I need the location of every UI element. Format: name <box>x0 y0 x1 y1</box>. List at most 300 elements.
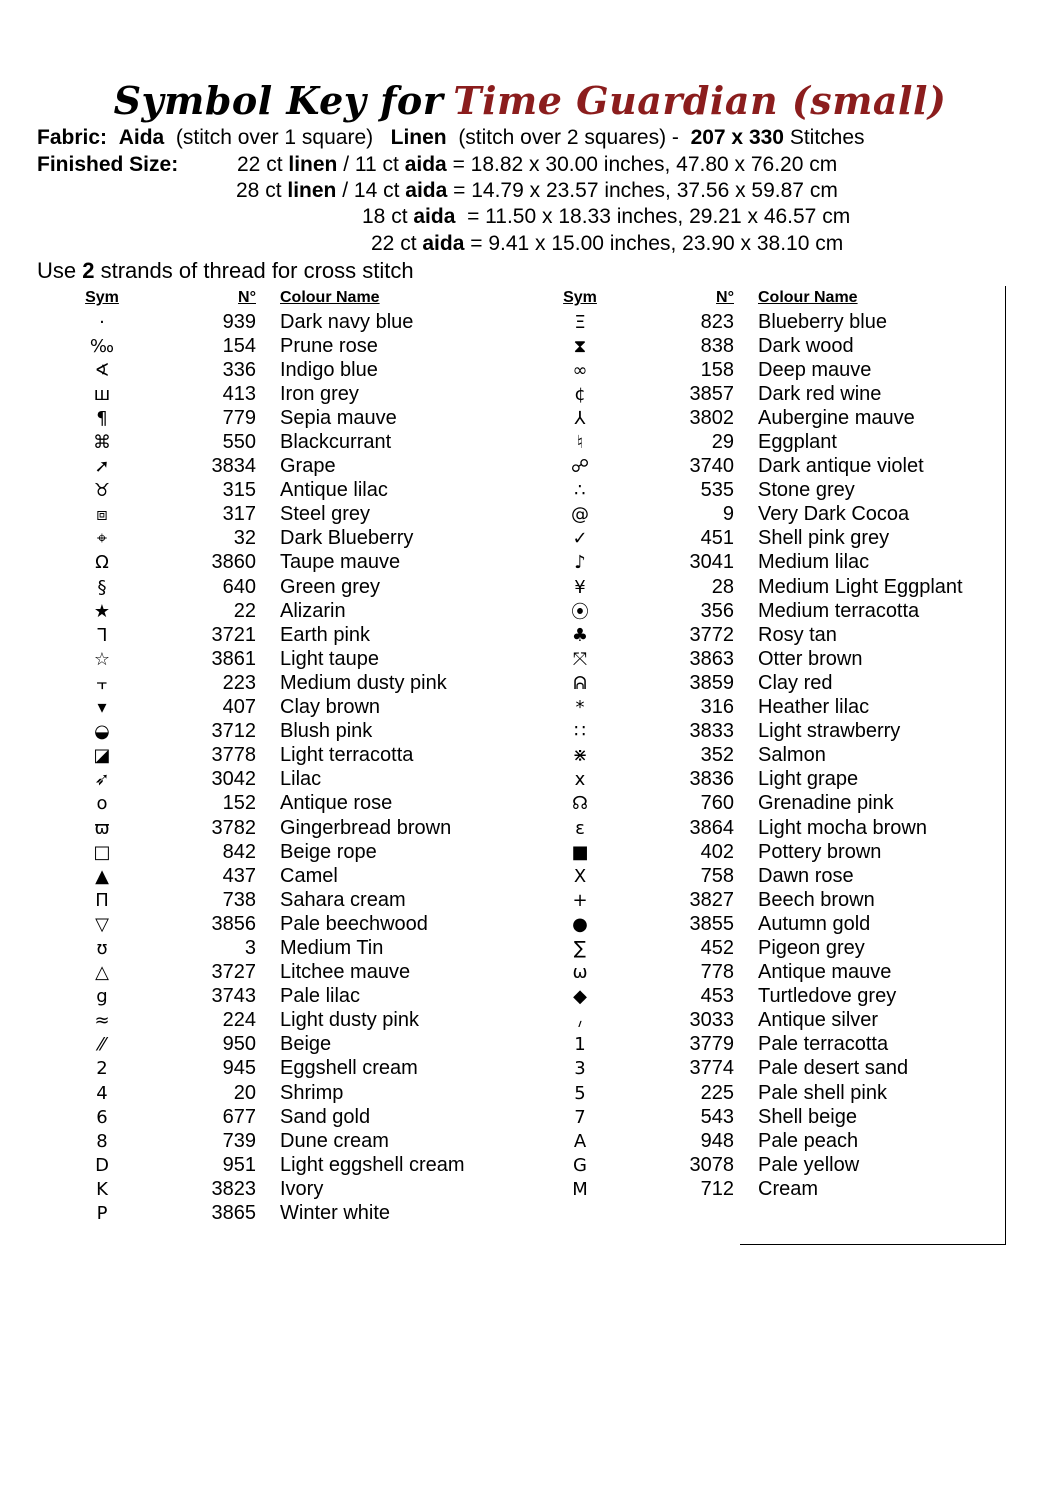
table-row <box>538 671 963 695</box>
number-cell: 451 <box>700 527 734 550</box>
table-row <box>60 479 465 503</box>
table-row <box>538 936 963 960</box>
colour-name-cell: Gingerbread brown <box>280 816 452 839</box>
number-cell: 778 <box>700 961 734 984</box>
symbol-cell: G <box>573 1154 587 1176</box>
table-row <box>538 430 963 454</box>
colour-name-cell: Green grey <box>280 575 381 598</box>
colour-name-cell: Dark navy blue <box>280 310 414 333</box>
colour-name-cell: Dark Blueberry <box>280 527 414 550</box>
symbol-cell: ⫟ <box>96 672 108 694</box>
colour-name-cell: Alizarin <box>280 599 346 622</box>
table-row <box>60 406 465 430</box>
finished-size-label: Finished Size: <box>37 153 179 176</box>
title-pattern-name: Time Guardian (small) <box>453 78 947 123</box>
number-cell: 336 <box>222 358 256 381</box>
number-cell: 223 <box>222 671 256 694</box>
number-cell: 317 <box>222 503 256 526</box>
number-cell: 3823 <box>211 1177 256 1200</box>
table-row <box>538 310 963 334</box>
number-cell: 945 <box>222 1057 256 1080</box>
colour-name-cell: Taupe mauve <box>280 551 401 574</box>
symbol-cell: K <box>96 1178 108 1200</box>
colour-name-cell: Dune cream <box>280 1129 389 1152</box>
colour-name-cell: Light eggshell cream <box>280 1153 465 1176</box>
colour-name-cell: Shrimp <box>280 1081 344 1104</box>
symbol-cell: 4 <box>96 1082 108 1104</box>
fabric-line <box>37 125 865 151</box>
colour-name-cell: Litchee mauve <box>280 961 411 984</box>
colour-name-cell: Blackcurrant <box>280 431 392 454</box>
table-row <box>538 744 963 768</box>
table-row <box>60 1057 465 1081</box>
table-row <box>538 455 963 479</box>
number-cell: 3042 <box>211 768 256 791</box>
table-row <box>60 816 465 840</box>
number-cell: 316 <box>700 696 734 719</box>
symbol-cell: ⧗ <box>573 335 587 357</box>
colour-name-cell: Antique rose <box>280 792 393 815</box>
colour-name-cell: Grenadine pink <box>758 792 894 815</box>
number-cell: 9 <box>722 503 734 526</box>
number-cell: 28 <box>711 575 734 598</box>
colour-name-cell: Lilac <box>280 768 322 791</box>
number-cell: 3833 <box>689 720 734 743</box>
symbol-cell: ¶ <box>96 407 108 429</box>
colour-name-cell: Dark antique violet <box>758 455 924 478</box>
table-row <box>538 1033 963 1057</box>
number-cell: 823 <box>700 310 734 333</box>
symbol-cell: ◪ <box>93 745 111 767</box>
table-row <box>60 671 465 695</box>
table-row <box>60 1033 465 1057</box>
symbol-cell: ω <box>572 962 588 984</box>
linen-note: (stitch over 2 squares) - <box>458 126 679 149</box>
number-cell: 407 <box>222 696 256 719</box>
table-header <box>538 286 963 310</box>
symbol-cell: 6 <box>96 1106 108 1128</box>
colour-name-cell: Shell pink grey <box>758 527 890 550</box>
symbol-cell: g <box>96 986 108 1008</box>
page-title <box>0 78 1060 123</box>
table-row <box>538 1057 963 1081</box>
colour-name-cell: Pottery brown <box>758 840 882 863</box>
table-row <box>538 527 963 551</box>
header-colour-name: Colour Name <box>758 289 858 306</box>
table-row <box>60 334 465 358</box>
number-cell: 3802 <box>689 406 734 429</box>
number-cell: 640 <box>222 575 256 598</box>
symbol-cell: 7 <box>574 1106 586 1128</box>
table-row <box>538 720 963 744</box>
number-cell: 3 <box>244 936 256 959</box>
table-row <box>538 479 963 503</box>
symbol-cell: ⦿ <box>571 602 589 624</box>
table-row <box>60 696 465 720</box>
colour-name-cell: Light strawberry <box>758 720 901 743</box>
number-cell: 3864 <box>689 816 734 839</box>
colour-name-cell: Autumn gold <box>758 912 871 935</box>
number-cell: 224 <box>222 1009 256 1032</box>
symbol-cell: A <box>573 1130 587 1152</box>
table-row <box>60 575 465 599</box>
symbol-cell: ☊ <box>572 793 588 815</box>
number-cell: 842 <box>222 840 256 863</box>
symbol-cell: D <box>95 1154 109 1176</box>
number-cell: 413 <box>222 382 256 405</box>
symbol-table-right <box>538 286 963 1201</box>
colour-name-cell: Blush pink <box>280 720 373 743</box>
symbol-cell: ш <box>93 383 111 405</box>
number-cell: 3863 <box>689 647 734 670</box>
number-cell: 356 <box>700 599 734 622</box>
symbol-cell: ∑ <box>573 937 587 959</box>
table-row <box>538 961 963 985</box>
number-cell: 437 <box>222 864 256 887</box>
number-cell: 3743 <box>211 985 256 1008</box>
table-row <box>60 382 465 406</box>
table-row <box>538 768 963 792</box>
colour-name-cell: Light grape <box>758 768 859 791</box>
symbol-cell: 5 <box>574 1082 586 1104</box>
table-row <box>60 768 465 792</box>
colour-name-cell: Heather lilac <box>758 696 870 719</box>
colour-name-cell: Aubergine mauve <box>758 406 915 429</box>
stitch-count: 207 x 330 <box>690 126 784 149</box>
symbol-cell: ➚ <box>94 456 110 478</box>
number-cell: 951 <box>222 1153 256 1176</box>
symbol-cell: ☍ <box>570 456 590 478</box>
table-row <box>538 575 963 599</box>
colour-name-cell: Pale shell pink <box>758 1081 887 1104</box>
colour-name-cell: Sand gold <box>280 1105 371 1128</box>
number-cell: 758 <box>700 864 734 887</box>
aida-label: Aida <box>118 126 165 149</box>
symbol-cell: + <box>572 889 588 911</box>
symbol-cell: ʊ <box>96 937 108 959</box>
table-row <box>538 816 963 840</box>
number-cell: 3855 <box>689 912 734 935</box>
table-row <box>60 720 465 744</box>
number-cell: 950 <box>222 1033 256 1056</box>
table-row <box>538 503 963 527</box>
number-cell: 453 <box>700 985 734 1008</box>
colour-name-cell: Cream <box>758 1177 819 1200</box>
number-cell: 3727 <box>211 961 256 984</box>
table-row <box>538 864 963 888</box>
size-line: 22 ct aida = 9.41 x 15.00 inches, 23.90 x 38.10 cm <box>371 232 844 255</box>
table-row <box>538 623 963 647</box>
table-row <box>538 382 963 406</box>
number-cell: 3865 <box>211 1202 256 1225</box>
symbol-cell: P <box>96 1203 108 1225</box>
symbol-cell: ⤧ <box>572 648 588 670</box>
number-cell: 22 <box>233 599 256 622</box>
table-row <box>538 406 963 430</box>
symbol-cell: ⧈ <box>96 504 108 526</box>
table-row <box>538 599 963 623</box>
size-line: 18 ct aida = 11.50 x 18.33 inches, 29.21 x 46.57 cm <box>362 205 851 228</box>
number-cell: 3778 <box>211 744 256 767</box>
symbol-cell: ⌘ <box>93 432 111 454</box>
symbol-cell: o <box>96 793 108 815</box>
table-row <box>60 912 465 936</box>
header-sym: Sym <box>85 289 119 306</box>
size-line: 22 ct linen / 11 ct aida = 18.82 x 30.00 inches, 47.80 x 76.20 cm <box>237 153 838 176</box>
symbol-cell: ☆ <box>93 648 111 670</box>
colour-name-cell: Antique silver <box>758 1009 879 1032</box>
number-cell: 3834 <box>211 455 256 478</box>
table-row <box>60 792 465 816</box>
colour-name-cell: Medium terracotta <box>758 599 920 622</box>
number-cell: 543 <box>700 1105 734 1128</box>
colour-name-cell: Medium Light Eggplant <box>758 575 963 598</box>
number-cell: 3772 <box>689 623 734 646</box>
table-row <box>538 792 963 816</box>
colour-name-cell: Very Dark Cocoa <box>758 503 910 526</box>
number-cell: 452 <box>700 936 734 959</box>
number-cell: 152 <box>222 792 256 815</box>
number-cell: 677 <box>222 1105 256 1128</box>
colour-name-cell: Dark wood <box>758 334 854 357</box>
table-row <box>60 647 465 671</box>
colour-name-cell: Light dusty pink <box>280 1009 419 1032</box>
symbol-cell: ♮ <box>576 432 584 454</box>
colour-name-cell: Pale peach <box>758 1129 859 1152</box>
colour-name-cell: Prune rose <box>280 334 378 357</box>
symbol-cell: ⁄⁄ <box>98 1034 105 1056</box>
table-row <box>538 1081 963 1105</box>
table-row <box>60 358 465 382</box>
symbol-cell: ▲ <box>95 865 109 887</box>
number-cell: 32 <box>233 527 256 550</box>
number-cell: 20 <box>233 1081 256 1104</box>
symbol-cell: X <box>573 865 587 887</box>
colour-name-cell: Dark red wine <box>758 382 882 405</box>
symbol-cell: ∴ <box>574 480 586 502</box>
symbol-cell: ▾ <box>97 697 107 719</box>
symbol-cell: ⅄ <box>574 407 586 429</box>
table-row <box>60 551 465 575</box>
table-row <box>60 888 465 912</box>
symbol-cell: * <box>575 697 585 719</box>
title-prefix: Symbol Key for <box>113 78 444 123</box>
table-row <box>60 961 465 985</box>
colour-name-cell: Shell beige <box>758 1105 857 1128</box>
table-row <box>60 936 465 960</box>
colour-name-cell: Medium Tin <box>280 936 384 959</box>
aida-note: (stitch over 1 square) <box>175 126 374 149</box>
table-row <box>60 744 465 768</box>
colour-name-cell: Iron grey <box>280 382 359 405</box>
symbol-cell: ⋇ <box>572 745 588 767</box>
symbol-cell: 1 <box>574 1034 586 1056</box>
header-colour-name: Colour Name <box>280 289 380 306</box>
header-number: N° <box>716 289 734 306</box>
number-cell: 3827 <box>689 888 734 911</box>
colour-name-cell: Pale yellow <box>758 1153 860 1176</box>
linen-label: Linen <box>390 126 447 149</box>
colour-name-cell: Winter white <box>280 1202 391 1225</box>
number-cell: 3859 <box>689 671 734 694</box>
number-cell: 838 <box>700 334 734 357</box>
number-cell: 225 <box>700 1081 734 1104</box>
number-cell: 3782 <box>211 816 256 839</box>
table-row <box>538 334 963 358</box>
number-cell: 3721 <box>211 623 256 646</box>
number-cell: 3856 <box>211 912 256 935</box>
symbol-cell: П <box>95 889 109 911</box>
colour-name-cell: Pale beechwood <box>280 912 428 935</box>
symbol-cell: ♪ <box>574 552 586 574</box>
symbol-cell: 3 <box>574 1058 586 1080</box>
colour-name-cell: Steel grey <box>280 503 371 526</box>
colour-name-cell: Otter brown <box>758 647 863 670</box>
number-cell: 3857 <box>689 382 734 405</box>
colour-name-cell: Camel <box>280 864 338 887</box>
number-cell: 3860 <box>211 551 256 574</box>
number-cell: 550 <box>222 431 256 454</box>
symbol-cell: ϖ <box>94 817 110 839</box>
table-row <box>60 599 465 623</box>
symbol-cell: ▽ <box>95 913 109 935</box>
symbol-table-left <box>60 286 465 1226</box>
symbol-cell: □ <box>93 841 111 863</box>
table-row <box>538 888 963 912</box>
colour-name-cell: Rosy tan <box>758 623 837 646</box>
table-row <box>60 430 465 454</box>
symbol-cell: ‰ <box>89 335 115 357</box>
symbol-cell: · <box>99 311 105 333</box>
symbol-cell: Ξ <box>574 311 586 333</box>
colour-name-cell: Light taupe <box>280 647 379 670</box>
symbol-cell: ᕱ <box>573 672 587 694</box>
symbol-cell: ✓ <box>572 528 588 550</box>
colour-name-cell: Eggplant <box>758 431 837 454</box>
symbol-cell: ♉ <box>93 480 111 502</box>
symbol-cell: ∢ <box>94 359 110 381</box>
symbol-cell: ¢ <box>574 383 586 405</box>
strands-note: Use 2 strands of thread for cross stitch <box>37 258 414 283</box>
number-cell: 948 <box>700 1129 734 1152</box>
table-row <box>538 358 963 382</box>
colour-name-cell: Deep mauve <box>758 358 872 381</box>
colour-name-cell: Stone grey <box>758 479 855 502</box>
symbol-cell: x <box>574 769 586 791</box>
table-row <box>60 1009 465 1033</box>
symbol-cell: ⌖ <box>96 528 108 550</box>
table-header <box>60 286 465 310</box>
symbol-cell: ◆ <box>573 986 587 1008</box>
table-row <box>60 1153 465 1177</box>
table-row <box>538 1105 963 1129</box>
colour-name-cell: Beech brown <box>758 888 875 911</box>
table-row <box>538 1129 963 1153</box>
table-row <box>60 623 465 647</box>
colour-name-cell: Dawn rose <box>758 864 854 887</box>
number-cell: 402 <box>700 840 734 863</box>
size-line: 28 ct linen / 14 ct aida = 14.79 x 23.57 inches, 37.56 x 59.87 cm <box>236 179 838 202</box>
table-border-bottom <box>740 1244 1006 1245</box>
symbol-cell: ➶ <box>94 769 110 791</box>
table-row <box>538 551 963 575</box>
table-row <box>538 647 963 671</box>
table-row <box>538 1009 963 1033</box>
number-cell: 29 <box>711 431 734 454</box>
symbol-cell: ε <box>575 817 585 839</box>
symbol-cell: M <box>572 1178 588 1200</box>
header-sym: Sym <box>563 289 597 306</box>
number-cell: 3836 <box>689 768 734 791</box>
colour-name-cell: Antique lilac <box>280 479 388 502</box>
colour-name-cell: Indigo blue <box>280 358 378 381</box>
symbol-cell: ≈ <box>94 1010 110 1032</box>
table-border-right <box>1005 286 1006 1244</box>
symbol-cell: ● <box>572 913 588 935</box>
table-row <box>60 310 465 334</box>
number-cell: 3861 <box>211 647 256 670</box>
colour-name-cell: Earth pink <box>280 623 371 646</box>
number-cell: 3774 <box>689 1057 734 1080</box>
symbol-cell: Ω <box>95 552 109 574</box>
symbol-cell: 2 <box>96 1058 108 1080</box>
symbol-cell: ■ <box>571 841 589 863</box>
number-cell: 158 <box>700 358 734 381</box>
table-row <box>538 912 963 936</box>
colour-name-cell: Sahara cream <box>280 888 406 911</box>
colour-name-cell: Medium dusty pink <box>280 671 447 694</box>
colour-name-cell: Salmon <box>758 744 826 767</box>
number-cell: 738 <box>222 888 256 911</box>
symbol-cell: ★ <box>93 600 111 622</box>
number-cell: 3041 <box>689 551 734 574</box>
colour-name-cell: Ivory <box>280 1177 324 1200</box>
symbol-cell: @ <box>571 504 589 526</box>
colour-name-cell: Pale lilac <box>280 985 361 1008</box>
colour-name-cell: Medium lilac <box>758 551 870 574</box>
colour-name-cell: Clay brown <box>280 696 381 719</box>
colour-name-cell: Sepia mauve <box>280 406 397 429</box>
number-cell: 712 <box>700 1177 734 1200</box>
symbol-cell: ∞ <box>572 359 588 381</box>
table-row <box>538 1177 963 1201</box>
table-row <box>60 503 465 527</box>
number-cell: 352 <box>700 744 734 767</box>
table-row <box>538 840 963 864</box>
number-cell: 3078 <box>689 1153 734 1176</box>
symbol-cell: 8 <box>96 1130 108 1152</box>
number-cell: 3740 <box>689 455 734 478</box>
colour-name-cell: Pale terracotta <box>758 1033 889 1056</box>
table-row <box>60 527 465 551</box>
number-cell: 939 <box>222 310 256 333</box>
symbol-cell: ᒣ <box>96 624 108 646</box>
table-row <box>60 1177 465 1201</box>
table-row <box>538 985 963 1009</box>
colour-name-cell: Light terracotta <box>280 744 414 767</box>
symbol-cell: ៸ <box>577 1010 583 1032</box>
colour-name-cell: Blueberry blue <box>758 310 887 333</box>
table-row <box>60 864 465 888</box>
symbol-cell: ∷ <box>574 721 586 743</box>
number-cell: 779 <box>222 406 256 429</box>
table-row <box>60 1081 465 1105</box>
number-cell: 535 <box>700 479 734 502</box>
table-row <box>538 696 963 720</box>
fabric-label: Fabric: <box>37 126 108 149</box>
number-cell: 154 <box>222 334 256 357</box>
stitches-word: Stitches <box>789 126 865 149</box>
